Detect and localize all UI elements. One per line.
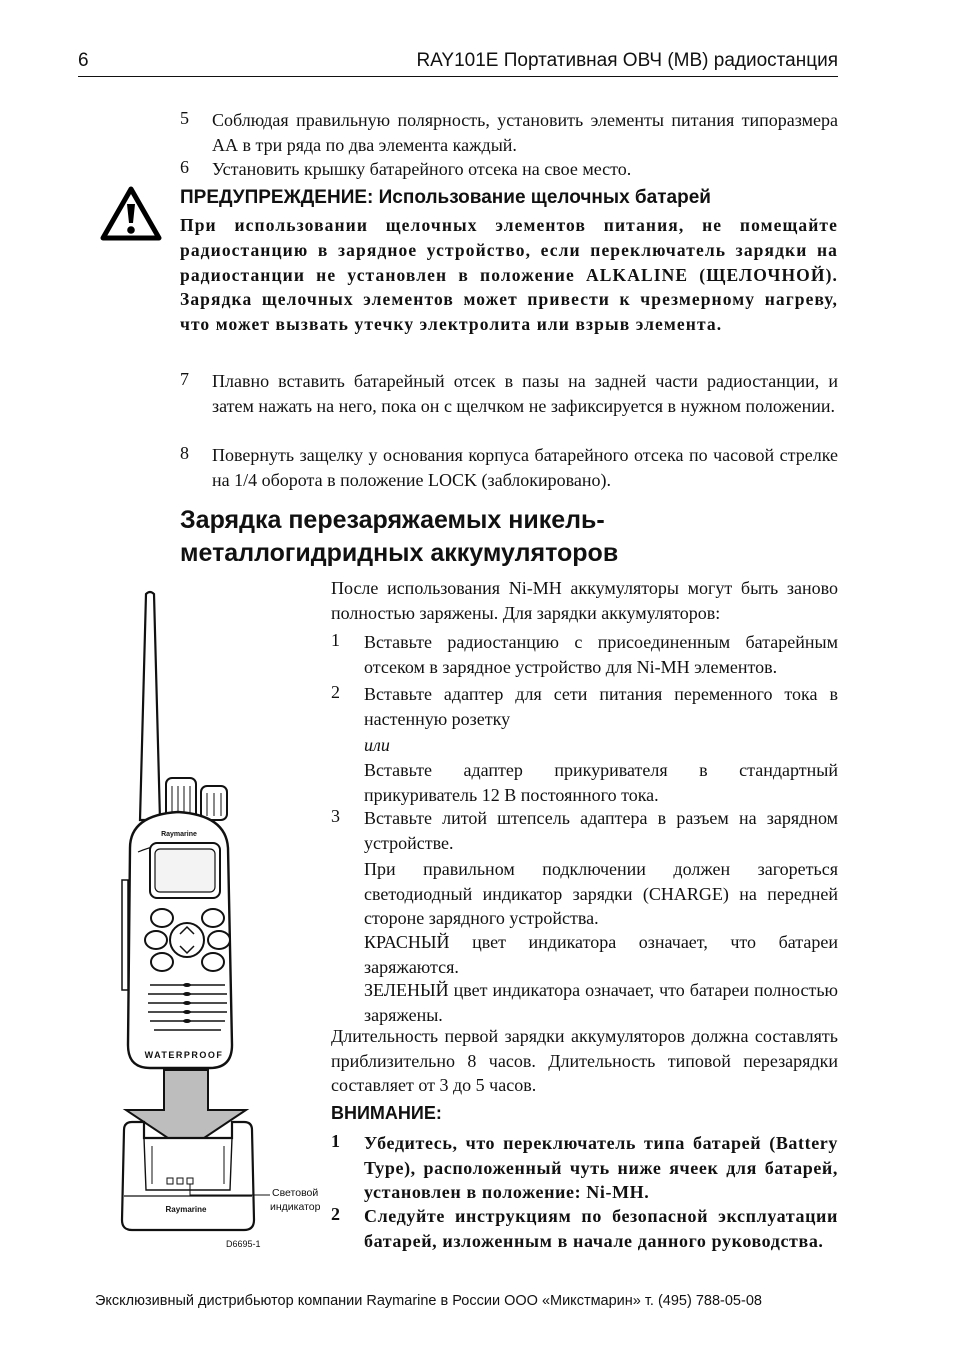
antenna [140, 592, 160, 820]
note-text: Следуйте инструкциям по безопасной эксплуатации батарей, изложенным в начале данного руководства. [364, 1206, 838, 1251]
or-word: или [364, 735, 390, 755]
radio-button [202, 953, 224, 971]
section-heading-line1: Зарядка перезаряжаемых никель- [180, 506, 605, 534]
section-intro: После использования Ni-MH аккумуляторы могут быть заново полностью заряжены. Для зарядки аккумуляторов: [331, 578, 838, 623]
step-number: 1 [331, 630, 340, 650]
charger-brand-label: Raymarine [165, 1205, 207, 1214]
page-header-title: RAY101E Портативная ОВЧ (МВ) радиостанция [416, 50, 838, 71]
charge-indicator-led [167, 1178, 173, 1184]
step-text: Повернуть защелку у основания корпуса батарейного отсека по часовой стрелке на 1/4 оборота в положение LOCK (заблокировано). [212, 445, 838, 490]
warning-body: При использовании щелочных элементов питания, не помещайте радиостанцию в зарядное устройство, если переключатель зарядки на радиостанции не установлен в положение ALKALINE (ЩЕЛОЧНОЙ). Зарядка щелочных элементов может привести к чрезмерному нагреву, что может вызвать утечку электролита или взрыв элемента. [180, 215, 838, 335]
step-text: Вставьте радиостанцию с присоединенным батарейным отсеком в зарядное устройство для Ni-MH элементов. [364, 632, 838, 677]
page-footer: Эксклюзивный дистрибьютор компании Raymarine в России ООО «Микстмарин» т. (495) 788-05-08 [95, 1293, 762, 1309]
step-paragraph: КРАСНЫЙ цвет индикатора означает, что батареи заряжаются. [364, 932, 838, 977]
warning-triangle-icon [100, 186, 162, 242]
step-text: Вставьте литой штепсель адаптера в разъем на зарядном устройстве. [364, 808, 838, 853]
warning-title: ПРЕДУПРЕЖДЕНИЕ: Использование щелочных батарей [180, 187, 711, 208]
step-text: Установить крышку батарейного отсека на свое место. [212, 159, 632, 179]
step-paragraph: При правильном подключении должен загореться светодиодный индикатор зарядки (CHARGE) на передней стороне зарядного устройства. [364, 859, 838, 928]
radio-brand-label: Raymarine [161, 831, 197, 838]
radio-button [145, 931, 167, 949]
note-number: 1 [331, 1131, 341, 1151]
step-text: Вставьте адаптер для сети питания переменного тока в настенную розетку [364, 684, 838, 729]
note-text: Убедитесь, что переключатель типа батарей (Battery Type), расположенный чуть ниже ячеек для батарей, установлен в положение: Ni-MH. [364, 1133, 838, 1202]
radio-button [202, 909, 224, 927]
step-number: 8 [180, 443, 189, 463]
radio-button [151, 953, 173, 971]
navigation-pad [170, 923, 204, 957]
step-number: 3 [331, 806, 340, 826]
radio-charger-illustration [100, 590, 325, 1255]
step-number: 2 [331, 682, 340, 702]
step-text: Соблюдая правильную полярность, установить элементы питания типоразмера АА в три ряда по два элемента каждый. [212, 110, 838, 155]
section-heading-line2: металлогидридных аккумуляторов [180, 539, 619, 567]
step-alt-text: Вставьте адаптер прикуривателя в стандартный прикуриватель 12 В постоянного тока. [364, 760, 838, 805]
note-title: ВНИМАНИЕ: [331, 1103, 442, 1123]
radio-button [208, 931, 230, 949]
radio-waterproof-label: WATERPROOF [144, 1050, 224, 1060]
radio-button [151, 909, 173, 927]
note-number: 2 [331, 1204, 341, 1224]
step-number: 7 [180, 369, 189, 389]
step-number: 6 [180, 157, 189, 177]
charging-duration: Длительность первой зарядки аккумуляторов должна составлять приблизительно 8 часов. Длительность типовой перезарядки составляет от 3 до 5 часов. [331, 1026, 838, 1095]
step-text: Плавно вставить батарейный отсек в пазы на задней части радиостанции, и затем нажать на него, пока он с щелчком не зафиксируется в нужном положении. [212, 371, 838, 416]
indicator-label-line2: индикатор [270, 1201, 321, 1213]
header-rule [78, 76, 838, 77]
indicator-label-line1: Световой [272, 1187, 319, 1199]
step-paragraph: ЗЕЛЕНЫЙ цвет индикатора означает, что батареи полностью заряжены. [364, 980, 838, 1025]
page-number: 6 [78, 50, 89, 71]
figure-code: D6695-1 [226, 1239, 261, 1249]
step-number: 5 [180, 108, 189, 128]
